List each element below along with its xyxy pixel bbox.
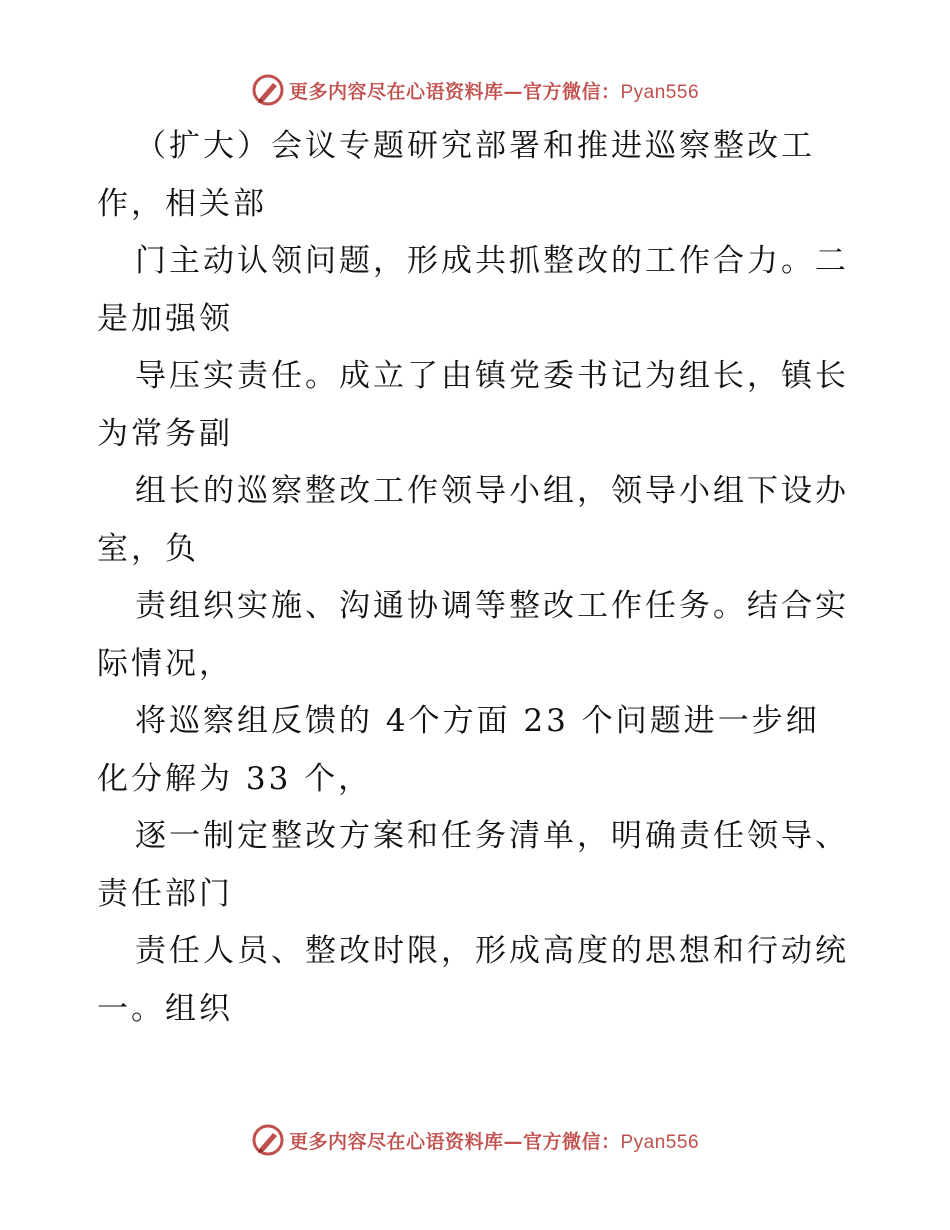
body-line: 一。组织 [97, 990, 233, 1027]
document-body [97, 118, 857, 1038]
body-line: 化分解为 33 个， [97, 760, 373, 797]
header-wechat-id: Pyan556 [620, 81, 700, 103]
body-line: 责任人员、整改时限，形成高度的思想和行动统 [135, 933, 849, 969]
pen-logo-icon [251, 1123, 285, 1157]
body-line: 室，负 [97, 530, 199, 567]
body-line: 际情况， [97, 645, 233, 682]
footer-wechat-id: Pyan556 [620, 1131, 700, 1153]
body-line: 组长的巡察整改工作领导小组，领导小组下设办 [135, 473, 849, 509]
body-line: 为常务副 [97, 415, 233, 452]
body-line: 是加强领 [97, 300, 233, 337]
footer-banner-text: 更多内容尽在心语资料库—官方微信：Pyan556 [288, 1130, 700, 1153]
body-line: 责组织实施、沟通协调等整改工作任务。结合实 [135, 588, 849, 624]
header-banner [0, 70, 950, 110]
header-banner-text: 更多内容尽在心语资料库—官方微信：Pyan556 [288, 80, 700, 103]
body-line: 责任部门 [97, 875, 233, 912]
body-line: 将巡察组反馈的 4个方面 23 个问题进一步细 [135, 703, 820, 739]
body-line: 门主动认领问题，形成共抓整改的工作合力。二 [135, 243, 849, 279]
body-line: （扩大）会议专题研究部署和推进巡察整改工 [135, 128, 815, 164]
footer-banner [0, 1120, 950, 1160]
pen-logo-icon [251, 73, 285, 107]
body-line: 逐一制定整改方案和任务清单，明确责任领导、 [135, 818, 849, 854]
body-line: 导压实责任。成立了由镇党委书记为组长，镇长 [135, 358, 849, 394]
body-line: 作，相关部 [97, 185, 267, 222]
